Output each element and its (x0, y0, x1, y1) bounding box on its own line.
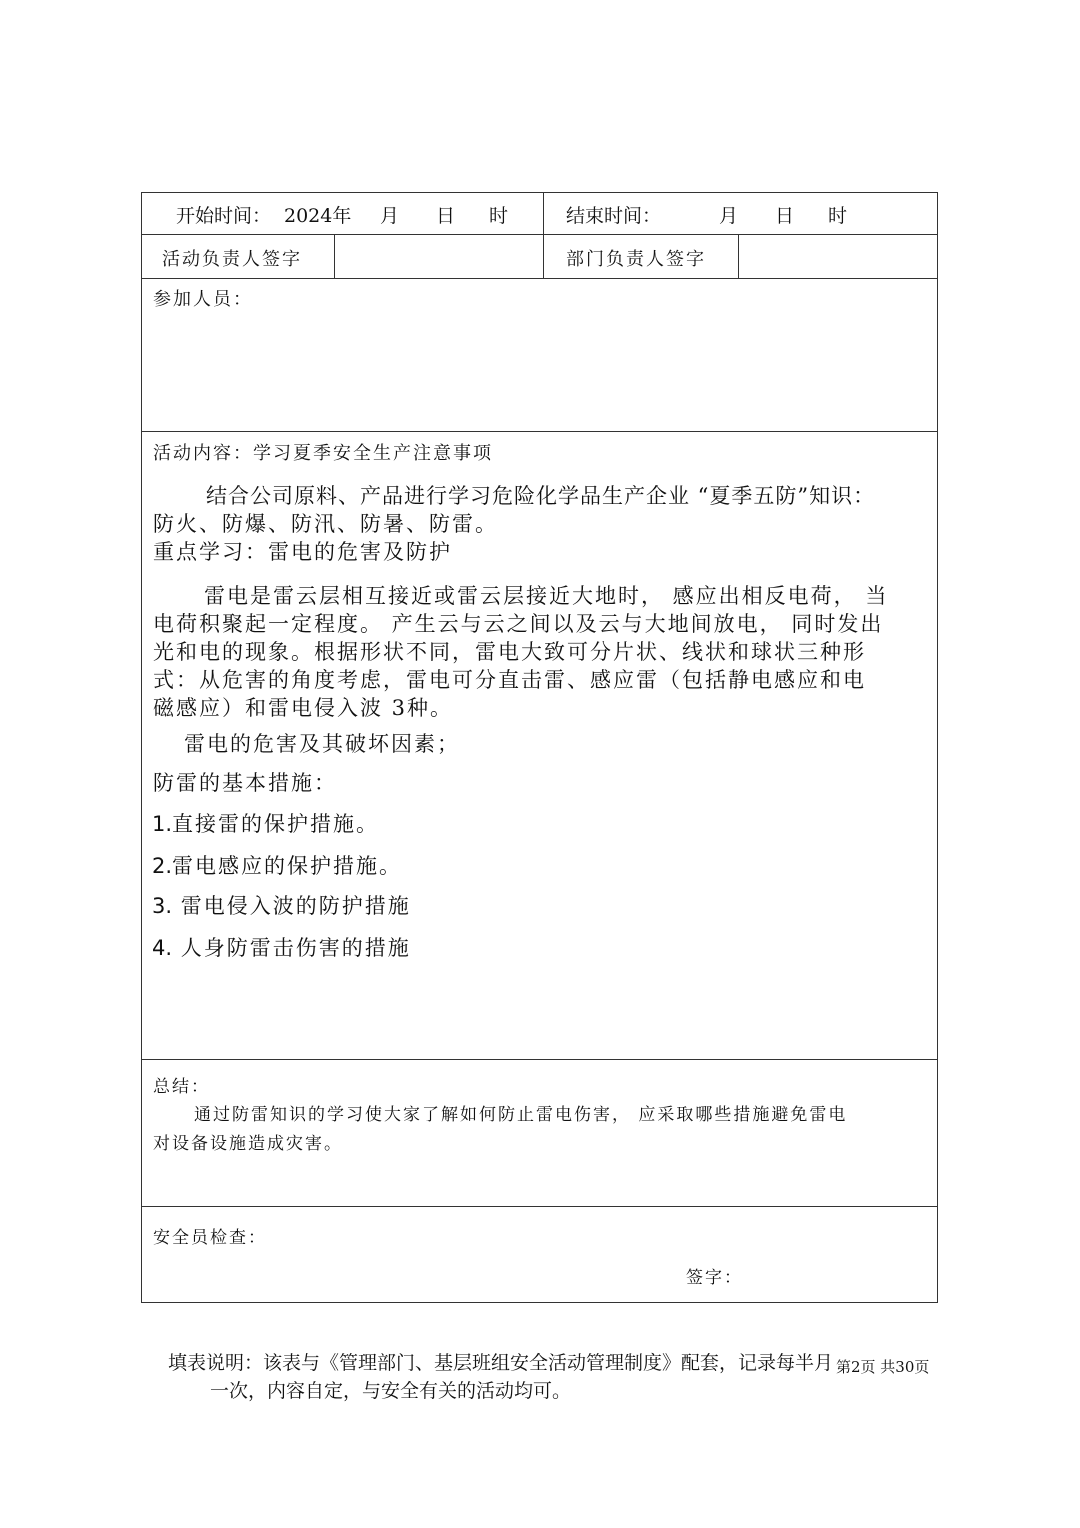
signature-divider-2 (543, 235, 544, 278)
summary-line-2: 对设备设施造成灾害。 (153, 1134, 343, 1154)
start-time-hour: 时 (489, 205, 509, 227)
summary-line-1: 通过防雷知识的学习使大家了解如何防止雷电伤害， 应采取哪些措施避免雷电 (194, 1105, 848, 1125)
signature-divider-1 (334, 235, 335, 278)
measure-text: 雷电感应的保护措施。 (172, 854, 403, 878)
hazard-line: 雷电的危害及其破坏因素； (184, 732, 460, 756)
measure-text: 人身防雷击伤害的措施 (172, 936, 411, 960)
time-divider (543, 193, 544, 234)
intro-line-1: 结合公司原料、产品进行学习危险化学品生产企业 “夏季五防”知识： (206, 484, 876, 508)
safety-check-row (142, 1207, 937, 1302)
focus-line: 重点学习：雷电的危害及防护 (153, 540, 452, 564)
measure-item (152, 932, 411, 962)
content-row (142, 432, 937, 1060)
para-line-2: 电荷积聚起一定程度。 产生云与云之间以及云与大地间放电， 同时发出 (153, 612, 884, 636)
end-time-label: 结束时间： (566, 205, 662, 227)
participants-row (142, 279, 937, 432)
summary-row (142, 1060, 937, 1207)
intro-line-2: 防火、防爆、防汛、防暑、防雷。 (153, 512, 498, 536)
measure-number: 3. (152, 894, 173, 918)
end-time-day: 日 (775, 205, 795, 227)
safety-check-label: 安全员检查： (153, 1228, 267, 1248)
measure-number: 2. (152, 854, 173, 878)
time-row (142, 193, 937, 235)
signature-row (142, 235, 937, 279)
fill-instructions-line-1: 填表说明：该表与《管理部门、基层班组安全活动管理制度》配套，记录每半月 (168, 1352, 834, 1374)
start-time-day: 日 (436, 205, 456, 227)
measures-title: 防雷的基本措施： (153, 771, 337, 795)
measure-number: 1. (152, 812, 173, 836)
participants-label: 参加人员： (153, 289, 253, 310)
start-time-month: 月 (380, 205, 400, 227)
para-line-3: 光和电的现象。根据形状不同，雷电大致可分片状、线状和球状三种形 (153, 640, 866, 664)
para-line-4: 式：从危害的角度考虑，雷电可分直击雷、感应雷（包括静电感应和电 (153, 668, 866, 692)
fill-instructions-line-2: 一次，内容自定，与安全有关的活动均可。 (210, 1380, 572, 1402)
measure-item (152, 850, 402, 880)
end-time-hour: 时 (828, 205, 848, 227)
start-time-year: 2024年 (284, 205, 352, 227)
dept-leader-sign-label: 部门负责人签字 (566, 249, 706, 270)
end-time-month: 月 (719, 205, 739, 227)
page-indicator: 第2页 共30页 (836, 1358, 930, 1376)
measure-item (152, 808, 379, 838)
summary-label: 总结： (153, 1077, 210, 1097)
activity-record-form (141, 192, 938, 1303)
start-time-label: 开始时间： (176, 205, 272, 227)
measure-text: 直接雷的保护措施。 (172, 812, 380, 836)
safety-sign-label: 签字： (686, 1268, 743, 1288)
para-line-5: 磁感应）和雷电侵入波 3种。 (153, 696, 454, 720)
measure-text: 雷电侵入波的防护措施 (172, 894, 411, 918)
content-label: 活动内容：学习夏季安全生产注意事项 (153, 443, 493, 464)
measure-number: 4. (152, 936, 173, 960)
signature-divider-3 (738, 235, 739, 278)
para-line-1: 雷电是雷云层相互接近或雷云层接近大地时， 感应出相反电荷， 当 (204, 584, 889, 608)
measure-item (152, 890, 411, 920)
activity-leader-sign-label: 活动负责人签字 (162, 249, 302, 270)
